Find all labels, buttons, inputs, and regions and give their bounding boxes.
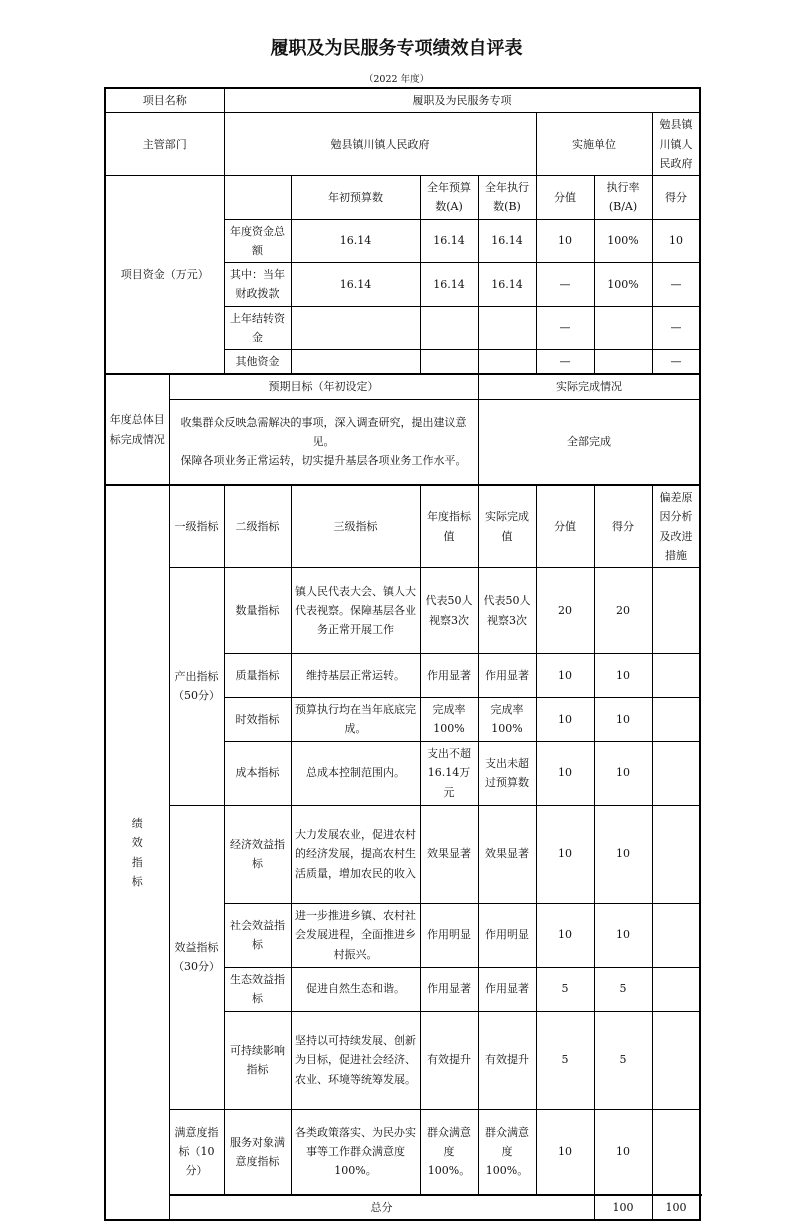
total-score-val: 100 xyxy=(594,1195,652,1220)
ind-actual: 完成率100% xyxy=(478,698,536,742)
goals-actual-header: 实际完成情况 xyxy=(478,374,700,399)
dept-label: 主管部门 xyxy=(105,113,224,176)
ind-level3: 总成本控制范围内。 xyxy=(291,741,420,805)
ind-score: 10 xyxy=(594,805,652,903)
funds-row-score: 10 xyxy=(652,219,700,263)
goals-label: 年度总体目标完成情况 xyxy=(105,374,169,485)
funds-row-exec xyxy=(478,306,536,350)
funds-label: 项目资金（万元） xyxy=(105,176,224,375)
impl-unit-label: 实施单位 xyxy=(536,113,652,176)
ind-actual: 作用显著 xyxy=(478,967,536,1011)
ind-level3: 各类政策落实、为民办实事等工作群众满意度100%。 xyxy=(291,1109,420,1195)
ind-actual: 作用显著 xyxy=(478,654,536,698)
funds-header-exec: 全年执行数(B) xyxy=(478,176,536,220)
ind-header-target: 年度指标值 xyxy=(420,485,478,568)
ind-level2: 服务对象满意度指标 xyxy=(224,1109,291,1195)
funds-row-name: 其中：当年财政拨款 xyxy=(224,263,291,307)
ind-header-score-val: 分值 xyxy=(536,485,594,568)
dept-value: 勉县镇川镇人民政府 xyxy=(224,113,536,176)
ind-score: 10 xyxy=(594,1109,652,1195)
ind-actual: 群众满意度100%。 xyxy=(478,1109,536,1195)
funds-row-init xyxy=(291,306,420,350)
ind-level3: 镇人民代表大会、镇人大代表视察。保障基层各业务正常开展工作 xyxy=(291,568,420,654)
ind-level2: 数量指标 xyxy=(224,568,291,654)
funds-row-exec: 16.14 xyxy=(478,263,536,307)
ind-target: 作用显著 xyxy=(420,654,478,698)
funds-row-score-val: — xyxy=(536,263,594,307)
ind-score: 10 xyxy=(594,654,652,698)
ind-deviation xyxy=(652,903,700,967)
ind-header-level1: 一级指标 xyxy=(169,485,224,568)
ind-score: 10 xyxy=(594,903,652,967)
ind-actual: 作用明显 xyxy=(478,903,536,967)
ind-target: 群众满意度100%。 xyxy=(420,1109,478,1195)
funds-header-annual: 全年预算数(A) xyxy=(420,176,478,220)
funds-row-name: 上年结转资金 xyxy=(224,306,291,350)
funds-row-init: 16.14 xyxy=(291,219,420,263)
ind-score: 5 xyxy=(594,967,652,1011)
ind-deviation xyxy=(652,698,700,742)
ind-target: 作用明显 xyxy=(420,903,478,967)
document-year: （2022 年度） xyxy=(363,74,430,85)
funds-row-score: — xyxy=(652,306,700,350)
funds-row-exec: 16.14 xyxy=(478,219,536,263)
funds-row-init: 16.14 xyxy=(291,263,420,307)
funds-row-name: 年度资金总额 xyxy=(224,219,291,263)
ind-score: 20 xyxy=(594,568,652,654)
ind-target: 有效提升 xyxy=(420,1011,478,1109)
ind-actual: 效果显著 xyxy=(478,805,536,903)
impl-unit-value: 勉县镇川镇人民政府 xyxy=(652,113,700,176)
ind-actual: 代表50人视察3次 xyxy=(478,568,536,654)
ind-level2: 时效指标 xyxy=(224,698,291,742)
funds-row-annual: 16.14 xyxy=(420,219,478,263)
total-label: 总分 xyxy=(169,1195,594,1220)
ind-header-level3: 三级指标 xyxy=(291,485,420,568)
funds-row-score: — xyxy=(652,263,700,307)
funds-row-rate xyxy=(594,350,652,375)
ind-score-val: 10 xyxy=(536,698,594,742)
document-title: 履职及为民服务专项绩效自评表 xyxy=(270,38,523,59)
indicators-label: 绩效指标 xyxy=(105,485,169,1220)
goals-expected-1: 收集群众反映急需解决的事项，深入调查研究，提出建议意见。 xyxy=(180,415,467,449)
goals-actual-text: 全部完成 xyxy=(478,399,700,485)
ind-score-val: 10 xyxy=(536,654,594,698)
funds-row-score-val: — xyxy=(536,306,594,350)
funds-header-score: 得分 xyxy=(652,176,700,220)
goals-expected-2: 保障各项业务正常运转，切实提升基层各项业务工作水平。 xyxy=(180,454,467,468)
ind-level3: 坚持以可持续发展、创新为目标，促进社会经济、农业、环境等统筹发展。 xyxy=(291,1011,420,1109)
ind-header-deviation: 偏差原因分析及改进措施 xyxy=(652,485,700,568)
ind-score-val: 10 xyxy=(536,1109,594,1195)
ind-deviation xyxy=(652,805,700,903)
ind-target: 完成率100% xyxy=(420,698,478,742)
evaluation-table xyxy=(104,87,701,1221)
ind-score-val: 5 xyxy=(536,967,594,1011)
funds-row-score-val: — xyxy=(536,350,594,375)
funds-header-blank xyxy=(224,176,291,220)
ind-deviation xyxy=(652,967,700,1011)
ind-header-actual: 实际完成值 xyxy=(478,485,536,568)
ind-deviation xyxy=(652,741,700,805)
ind-header-score: 得分 xyxy=(594,485,652,568)
ind-score: 10 xyxy=(594,741,652,805)
ind-actual: 有效提升 xyxy=(478,1011,536,1109)
funds-row-rate: 100% xyxy=(594,263,652,307)
ind-actual: 支出未超过预算数 xyxy=(478,741,536,805)
ind-score-val: 10 xyxy=(536,741,594,805)
ind-level3: 进一步推进乡镇、农村社会发展进程，全面推进乡村振兴。 xyxy=(291,903,420,967)
ind-level2: 可持续影响指标 xyxy=(224,1011,291,1109)
ind-deviation xyxy=(652,1011,700,1109)
ind-score: 5 xyxy=(594,1011,652,1109)
ind-score-val: 5 xyxy=(536,1011,594,1109)
ind-level3: 促进自然生态和谐。 xyxy=(291,967,420,1011)
ind-level3: 维持基层正常运转。 xyxy=(291,654,420,698)
project-name-label: 项目名称 xyxy=(105,88,224,113)
ind-level3: 大力发展农业，促进农村的经济发展，提高农村生活质量，增加农民的收入 xyxy=(291,805,420,903)
ind-score-val: 20 xyxy=(536,568,594,654)
ind-level2: 社会效益指标 xyxy=(224,903,291,967)
ind-target: 作用显著 xyxy=(420,967,478,1011)
funds-header-score-val: 分值 xyxy=(536,176,594,220)
funds-header-init: 年初预算数 xyxy=(291,176,420,220)
funds-row-annual xyxy=(420,350,478,375)
funds-row-init xyxy=(291,350,420,375)
funds-row-annual xyxy=(420,306,478,350)
funds-row-annual: 16.14 xyxy=(420,263,478,307)
funds-row-score-val: 10 xyxy=(536,219,594,263)
ind-level2: 经济效益指标 xyxy=(224,805,291,903)
funds-row-rate xyxy=(594,306,652,350)
ind-score-val: 10 xyxy=(536,903,594,967)
goals-expected-header: 预期目标（年初设定） xyxy=(169,374,478,399)
ind-target: 支出不超16.14万元 xyxy=(420,741,478,805)
ind-level2: 成本指标 xyxy=(224,741,291,805)
ind-target: 效果显著 xyxy=(420,805,478,903)
ind-header-level2: 二级指标 xyxy=(224,485,291,568)
funds-row-rate: 100% xyxy=(594,219,652,263)
funds-row-name: 其他资金 xyxy=(224,350,291,375)
benefit-indicator-label: 效益指标（30分） xyxy=(169,805,224,1109)
funds-header-rate: 执行率(B/A) xyxy=(594,176,652,220)
project-name-value: 履职及为民服务专项 xyxy=(224,88,700,113)
total-score: 100 xyxy=(652,1195,700,1220)
ind-target: 代表50人视察3次 xyxy=(420,568,478,654)
goals-expected-text xyxy=(169,399,478,485)
satisfaction-indicator-label: 满意度指标（10分） xyxy=(169,1109,224,1195)
ind-deviation xyxy=(652,568,700,654)
ind-level2: 质量指标 xyxy=(224,654,291,698)
ind-score: 10 xyxy=(594,698,652,742)
funds-row-exec xyxy=(478,350,536,375)
ind-deviation xyxy=(652,654,700,698)
ind-level3: 预算执行均在当年底底完成。 xyxy=(291,698,420,742)
output-indicator-label: 产出指标（50分） xyxy=(169,568,224,806)
ind-level2: 生态效益指标 xyxy=(224,967,291,1011)
ind-score-val: 10 xyxy=(536,805,594,903)
funds-row-score: — xyxy=(652,350,700,375)
